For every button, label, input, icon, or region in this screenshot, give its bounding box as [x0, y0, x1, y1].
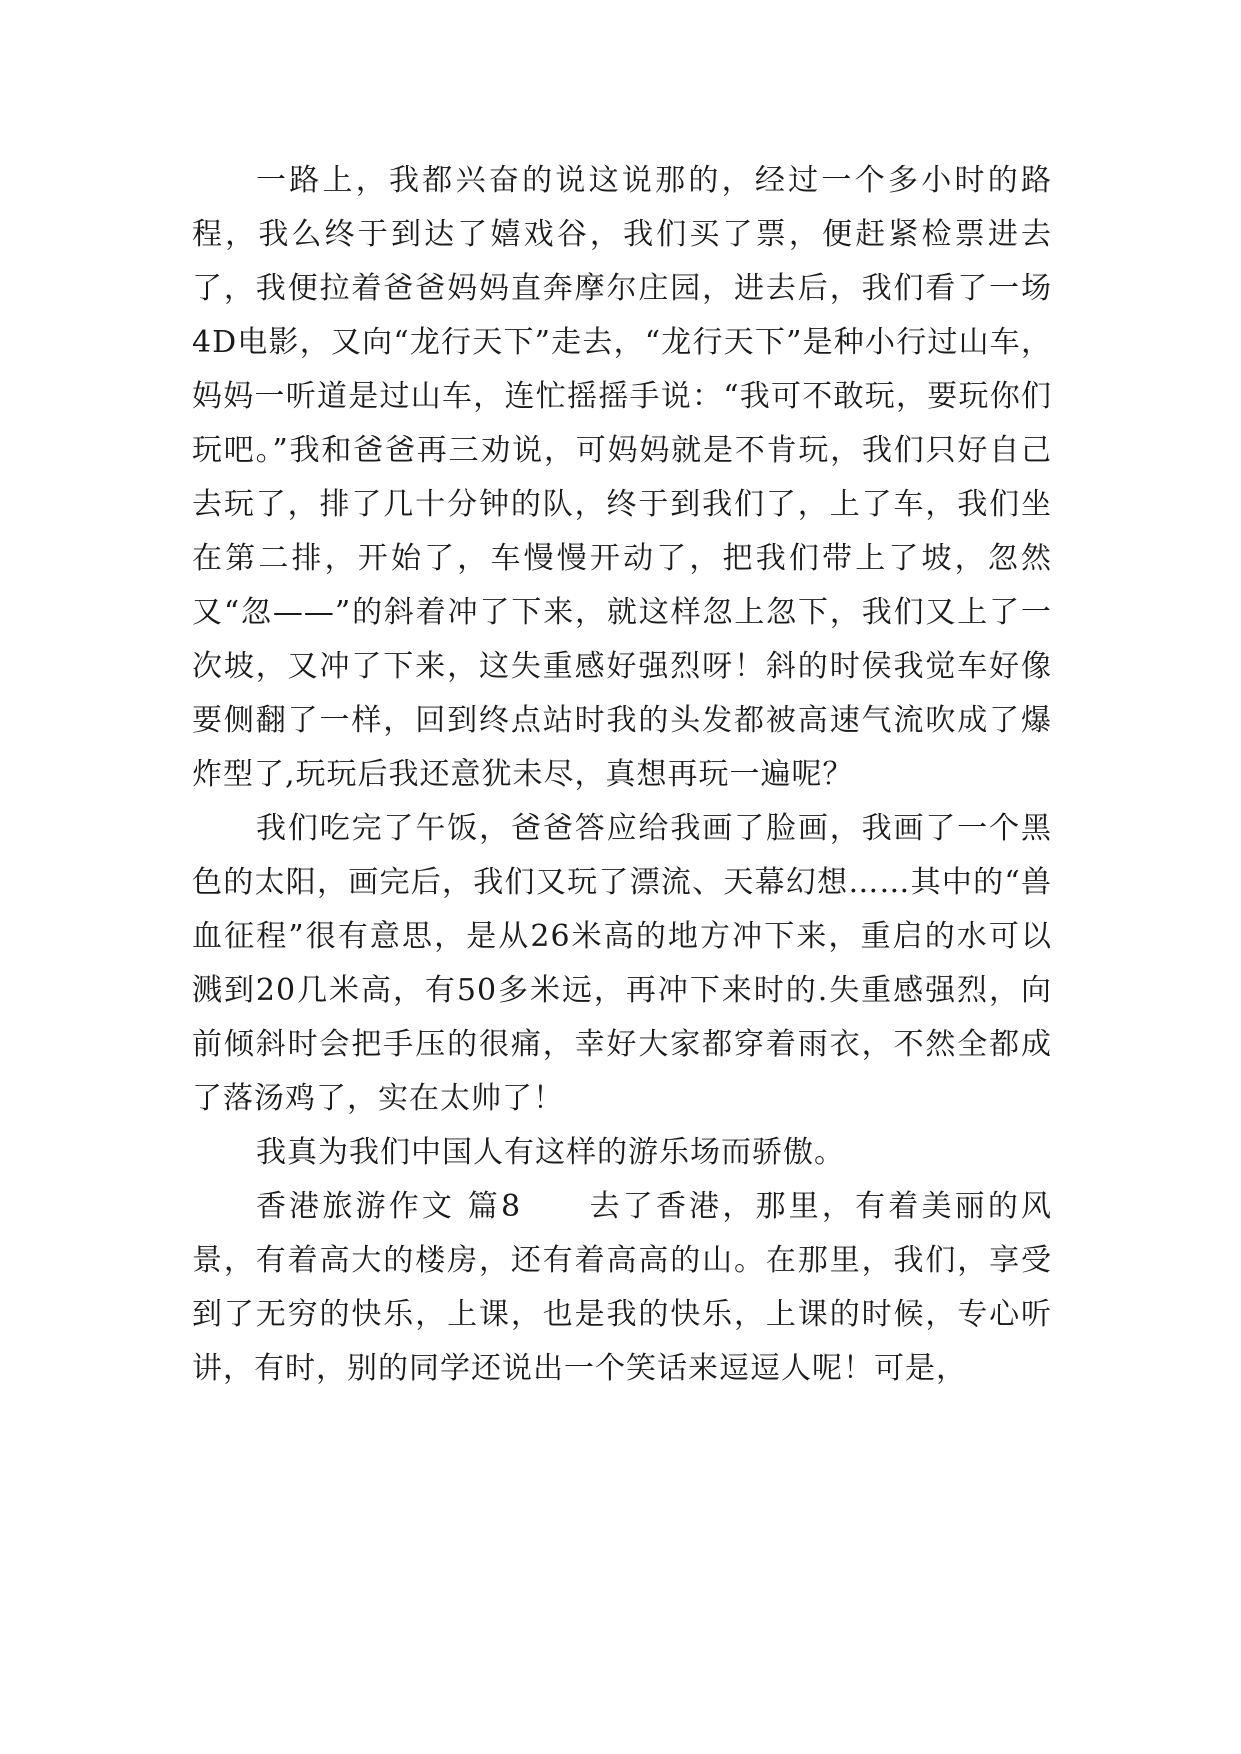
paragraph-roller-coaster: 一路上，我都兴奋的说这说那的，经过一个多小时的路程，我么终于到达了嬉戏谷，我们买了票，便赶紧检票进去了，我便拉着爸爸妈妈直奔摩尔庄园，进去后，我们看了一场4D电影，又向“龙行天下”走去，“龙行天下”是种小行过山车，妈妈一听道是过山车，连忙摇摇手说：“我可不敢玩，要玩你们玩吧。”我和爸爸再三劝说，可妈妈就是不肯玩，我们只好自己去玩了，排了几十分钟的队，终于到我们了，上了车，我们坐在第二排，开始了，车慢慢开动了，把我们带上了坡，忽然又“忽——”的斜着冲了下来，就这样忽上忽下，我们又上了一次坡，又冲了下来，这失重感好强烈呀！斜的时侯我觉车好像要侧翻了一样，回到终点站时我的头发都被高速气流吹成了爆炸型了,玩玩后我还意犹未尽，真想再玩一遍呢？	[192, 163, 1052, 792]
paragraph-hongkong-essay: 香港旅游作文 篇8 去了香港，那里，有着美丽的风景，有着高大的楼房，还有着高高的山。在那里，我们，享受到了无穷的快乐，上课，也是我的快乐，上课的时候，专心听讲，有时，别的同学还说出一个笑话来逗逗人呢！可是，	[192, 1189, 1052, 1386]
paragraph-afternoon: 我们吃完了午饭，爸爸答应给我画了脸画，我画了一个黑色的太阳，画完后，我们又玩了漂流、天幕幻想……其中的“兽血征程”很有意思，是从26米高的地方冲下来，重启的水可以溅到20几米高，有50多米远，再冲下来时的.失重感强烈，向前倾斜时会把手压的很痛，幸好大家都穿着雨衣，不然全都成了落汤鸡了，实在太帅了！	[192, 811, 1052, 1116]
document-body	[192, 154, 1052, 1396]
paragraph-pride: 我真为我们中国人有这样的游乐场而骄傲。	[256, 1135, 845, 1170]
